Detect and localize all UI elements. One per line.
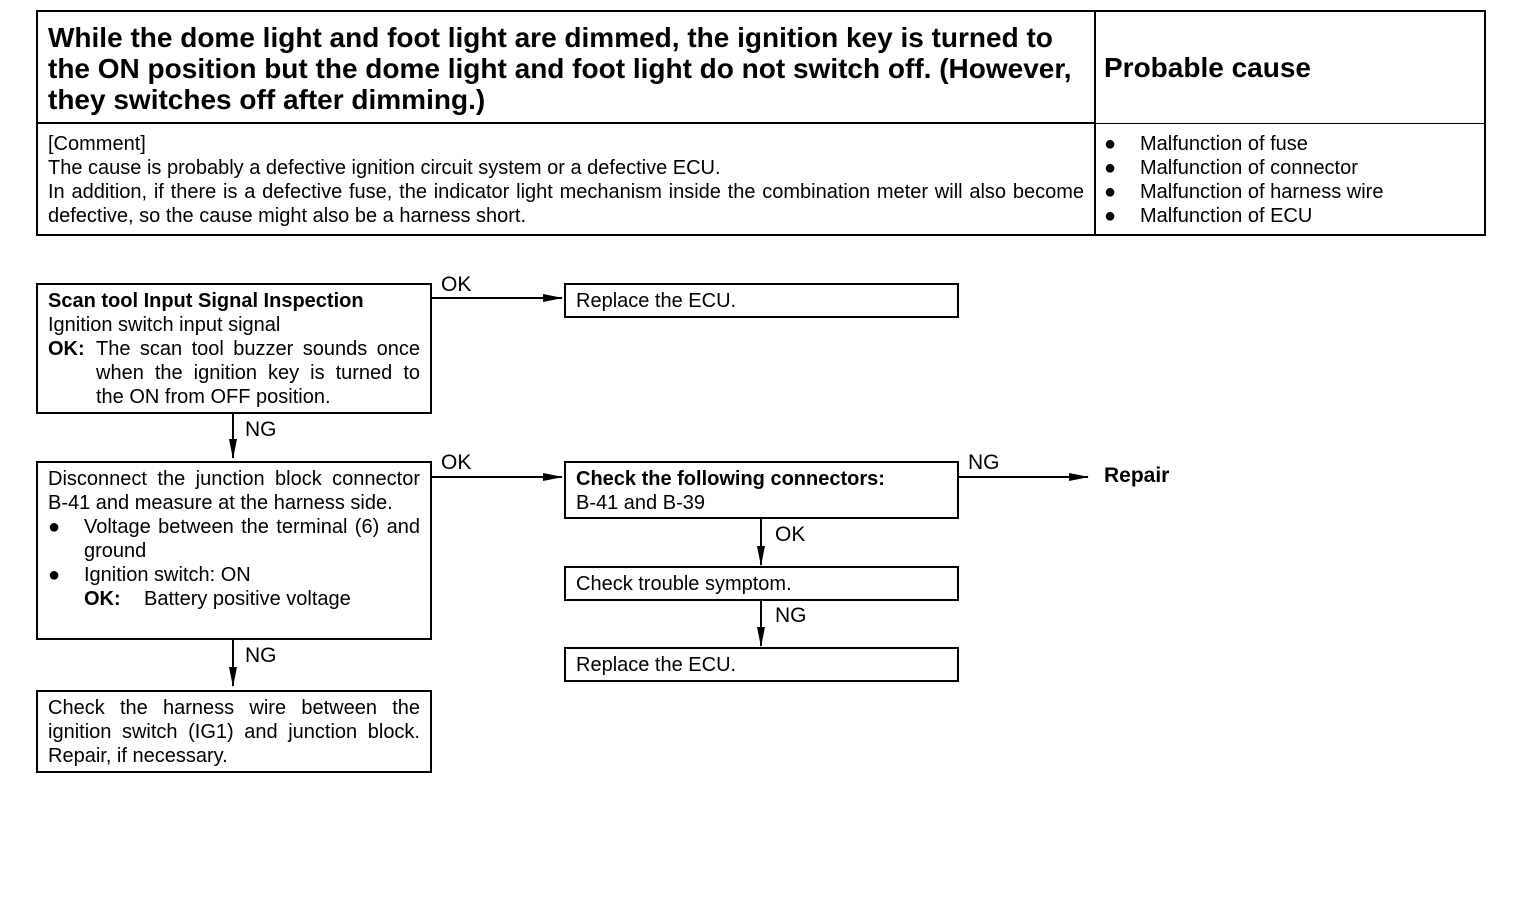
comment-line-2: In addition, if there is a defective fuse, the indicator light mechanism inside the combination meter will also become defective, so the cause might also be a harness short.: [48, 181, 1084, 227]
bullet-icon: ●: [1104, 157, 1117, 179]
cause-item: ● Malfunction of harness wire: [1104, 181, 1384, 203]
label-ng-1: NG: [245, 418, 277, 441]
repair-label: Repair: [1104, 464, 1170, 487]
disconnect-ok: OK: Battery positive voltage: [84, 588, 351, 610]
cause-item: ● Malfunction of ECU: [1104, 205, 1313, 227]
probable-cause-heading: Probable cause: [1096, 12, 1484, 124]
bullet-icon: ●: [48, 564, 61, 586]
bullet-icon: ●: [1104, 133, 1117, 155]
symptom-title: While the dome light and foot light are dimmed, the ignition key is turned to the ON position but the dome light and foot light do not switch off. (However, they switches off after dimming.): [38, 12, 1096, 124]
disconnect-junction-box: [36, 461, 432, 640]
label-ok-2: OK: [441, 451, 472, 474]
label-ok-1: OK: [441, 273, 472, 296]
connectors-title: Check the following connectors:: [576, 468, 885, 490]
comment-line-1: The cause is probably a defective ignition circuit system or a defective ECU.: [48, 157, 721, 179]
scan-tool-signal: Ignition switch input signal: [48, 314, 281, 336]
disconnect-bullet-2: ● Ignition switch: ON: [48, 564, 251, 586]
disconnect-bullet-1: ● Voltage between the terminal (6) and ground: [48, 516, 420, 562]
check-trouble-box: Check trouble symptom.: [564, 566, 959, 601]
connectors-list: B-41 and B-39: [576, 492, 705, 514]
cause-item: ● Malfunction of fuse: [1104, 133, 1308, 155]
label-ng-2: NG: [968, 451, 1000, 474]
scan-tool-inspection-box: [36, 283, 432, 414]
replace-ecu-box-1: Replace the ECU.: [564, 283, 959, 318]
bullet-icon: ●: [1104, 205, 1117, 227]
label-ng-4: NG: [245, 644, 277, 667]
disconnect-text: Disconnect the junction block connector B-41 and measure at the harness side.: [48, 468, 420, 514]
bullet-icon: ●: [48, 516, 61, 538]
bullet-icon: ●: [1104, 181, 1117, 203]
label-ng-3: NG: [775, 604, 807, 627]
replace-ecu-box-2: Replace the ECU.: [564, 647, 959, 682]
check-harness-box: Check the harness wire between the ignition switch (IG1) and junction block. Repair, if necessary.: [36, 690, 432, 773]
scan-tool-ok: OK: The scan tool buzzer sounds once when the ignition key is turned to the ON from OFF position.: [48, 338, 420, 408]
cause-item: ● Malfunction of connector: [1104, 157, 1358, 179]
comment-label: [Comment]: [48, 133, 146, 155]
label-ok-3: OK: [775, 523, 806, 546]
check-connectors-box: [564, 461, 959, 519]
scan-tool-title: Scan tool Input Signal Inspection: [48, 290, 364, 312]
